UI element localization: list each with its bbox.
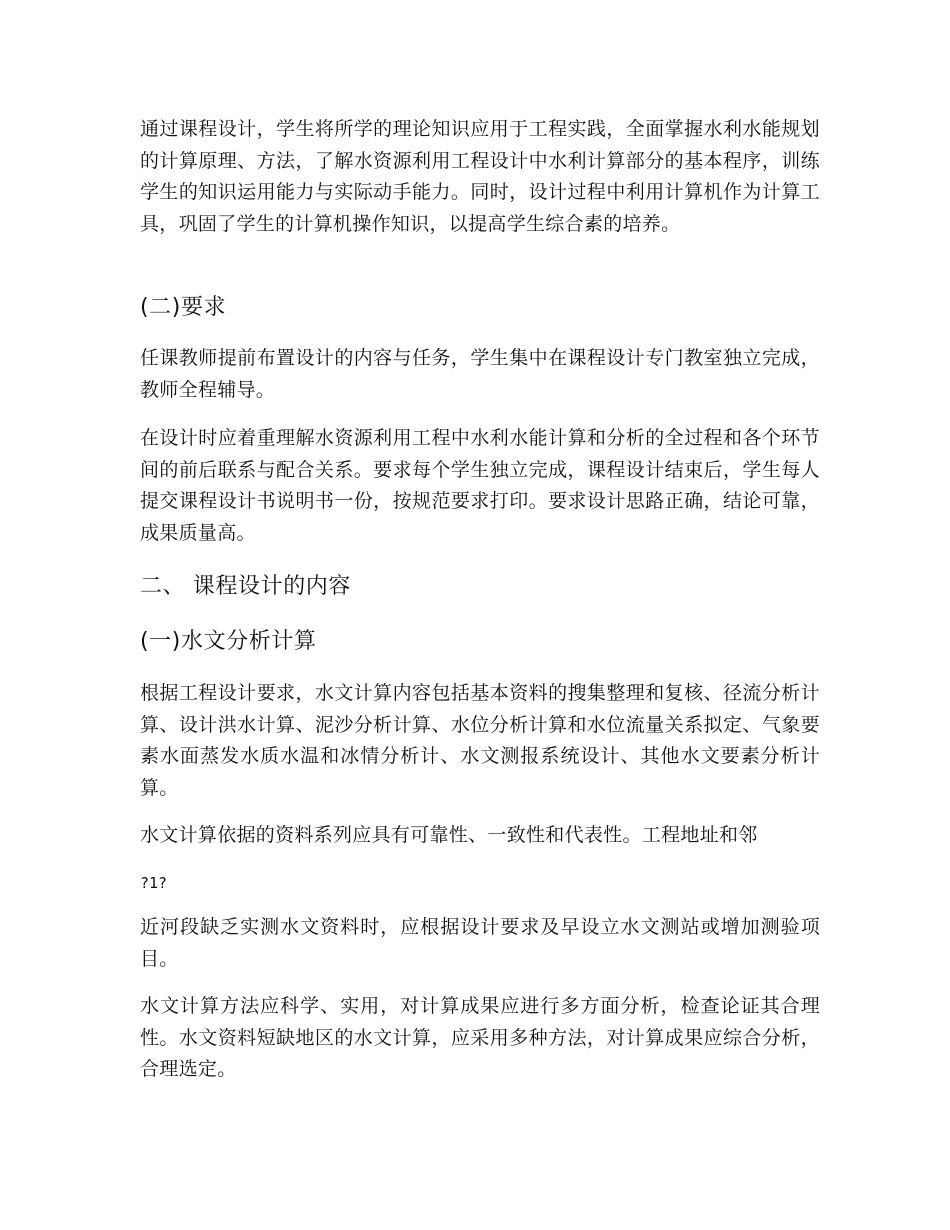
paragraph-hydrology-3: 近河段缺乏实测水文资料时，应根据设计要求及早设立水文测站或增加测验项目。 xyxy=(140,916,820,970)
page-number: ?1? xyxy=(140,874,168,892)
paragraph-requirements-2: 在设计时应着重理解水资源利用工程中水利水能计算和分析的全过程和各个环节间的前后联系与配合关系。要求每个学生独立完成，课程设计结束后，学生每人提交课程设计书说明书一份，按规范要求打印。要求设计思路正确，结论可靠，成果质量高。 xyxy=(140,427,820,544)
paragraph-purpose: 通过课程设计，学生将所学的理论知识应用于工程实践，全面掌握水利水能规划的计算原理、方法，了解水资源利用工程设计中水利计算部分的基本程序，训练学生的知识运用能力与实际动手能力。同时，设计过程中利用计算机作为计算工具，巩固了学生的计算机操作知识，以提高学生综合素的培养。 xyxy=(140,118,820,235)
paragraph-hydrology-1: 根据工程设计要求，水文计算内容包括基本资料的搜集整理和复核、径流分析计算、设计洪水计算、泥沙分析计算、水位分析计算和水位流量关系拟定、气象要素水面蒸发水质水温和冰情分析计、水文测报系统设计、其他水文要素分析计算。 xyxy=(140,682,820,799)
heading-section-content: 二、 课程设计的内容 xyxy=(140,574,351,599)
heading-requirements: (二)要求 xyxy=(140,295,227,320)
paragraph-requirements-1: 任课教师提前布置设计的内容与任务，学生集中在课程设计专门教室独立完成，教师全程辅导。 xyxy=(140,347,820,401)
paragraph-hydrology-4: 水文计算方法应科学、实用，对计算成果应进行多方面分析，检查论证其合理性。水文资料短缺地区的水文计算，应采用多种方法，对计算成果应综合分析，合理选定。 xyxy=(140,995,820,1080)
paragraph-hydrology-2: 水文计算依据的资料系列应具有可靠性、一致性和代表性。工程地址和邻 xyxy=(140,824,758,846)
heading-hydrology: (一)水文分析计算 xyxy=(140,629,317,654)
